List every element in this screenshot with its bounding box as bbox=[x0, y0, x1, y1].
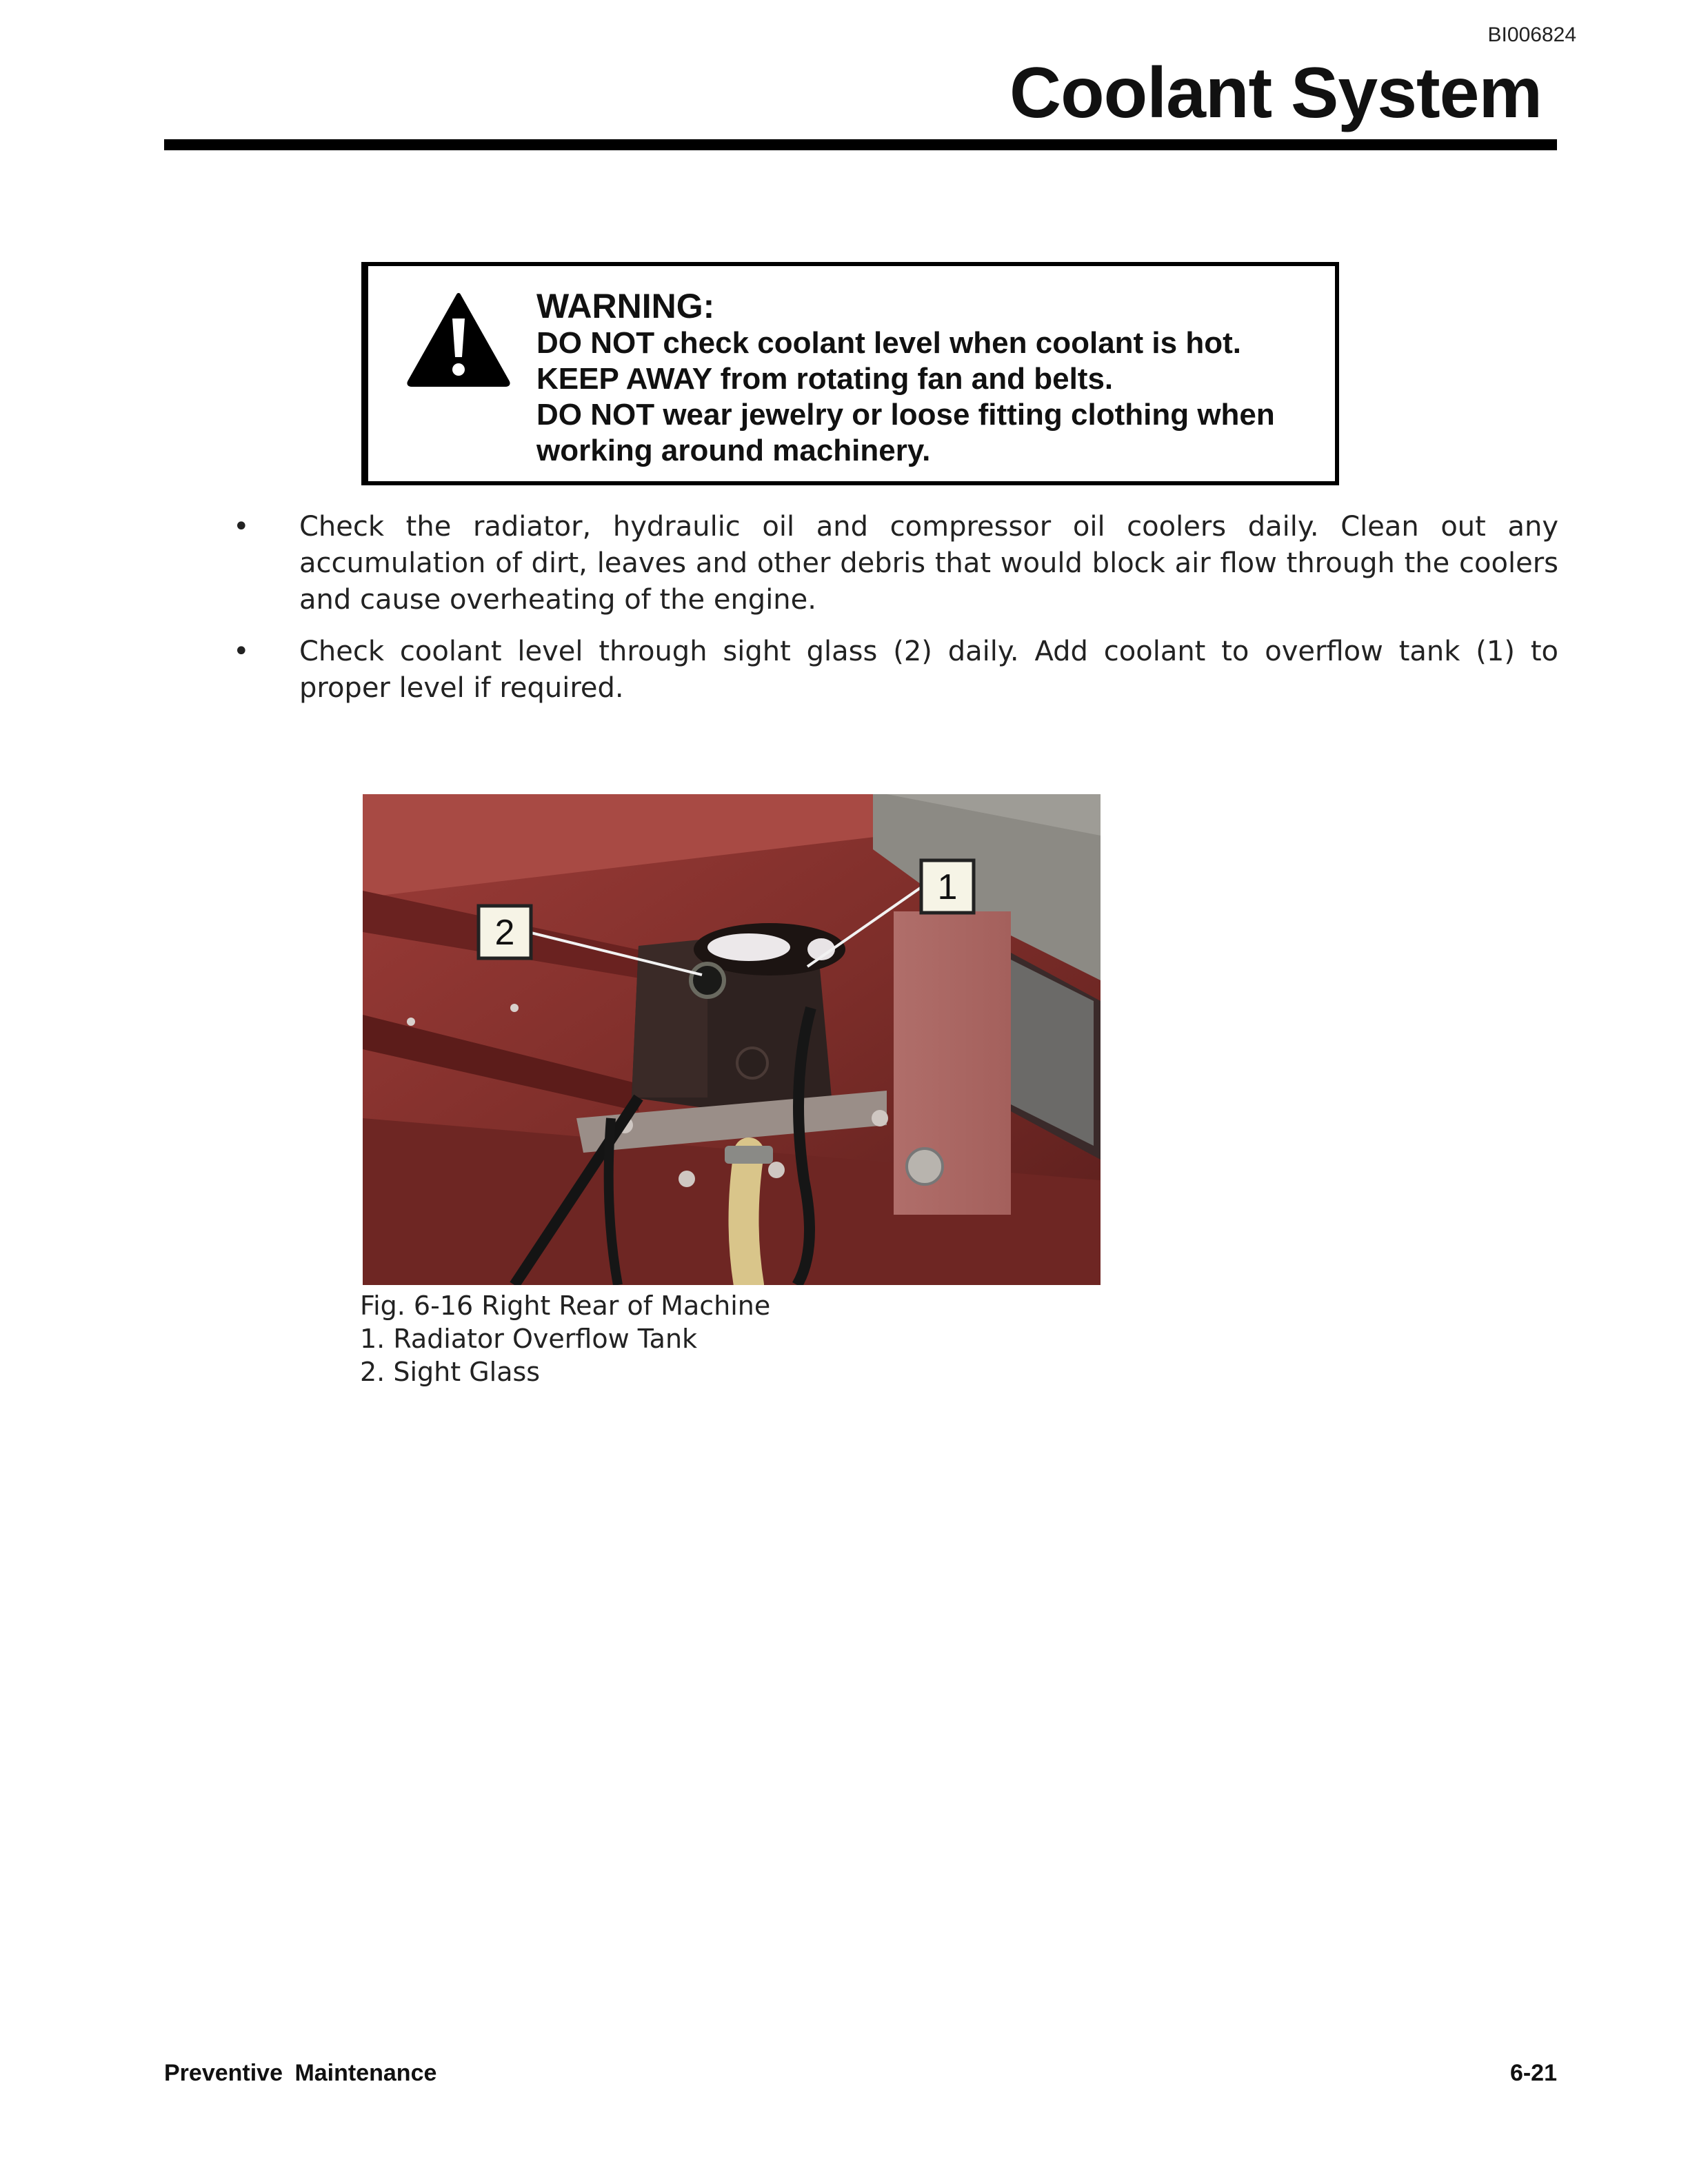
warning-heading: WARNING: bbox=[536, 287, 715, 325]
page-number: 6-21 bbox=[1509, 2060, 1557, 2086]
machine-photo bbox=[363, 794, 1101, 1285]
warning-line: DO NOT wear jewelry or loose fitting clothing when bbox=[536, 398, 1275, 432]
list-item-text: Check the radiator, hydraulic oil and compressor oil coolers daily. Clean out any accumulation of dirt, leaves and other debris that would block air flow through the coolers and cause overheating of the engine. bbox=[299, 511, 1558, 616]
bullet-icon: • bbox=[233, 636, 250, 667]
caption-item: 2. Sight Glass bbox=[360, 1357, 541, 1387]
footer-section: Preventive Maintenance bbox=[164, 2060, 437, 2086]
list-item bbox=[228, 509, 1558, 618]
callout-1 bbox=[921, 860, 974, 913]
list-item-text: Check coolant level through sight glass (2) daily. Add coolant to overflow tank (1) to proper level if required. bbox=[299, 636, 1558, 704]
callout-2-label: 2 bbox=[494, 913, 515, 953]
figure-caption bbox=[360, 1289, 770, 1388]
caption-title: Fig. 6-16 Right Rear of Machine bbox=[360, 1291, 771, 1321]
callout-2 bbox=[479, 906, 531, 958]
warning-line: working around machinery. bbox=[536, 434, 931, 467]
warning-box bbox=[361, 262, 1339, 485]
warning-line: DO NOT check coolant level when coolant is hot. bbox=[536, 326, 1241, 360]
document-id: BI006824 bbox=[1487, 23, 1576, 46]
callout-1-label: 1 bbox=[937, 867, 958, 907]
page-title: Coolant System bbox=[1009, 53, 1542, 133]
warning-line: KEEP AWAY from rotating fan and belts. bbox=[536, 362, 1114, 396]
title-rule bbox=[164, 139, 1557, 150]
instruction-list bbox=[228, 509, 1558, 722]
warning-triangle-icon bbox=[407, 291, 510, 387]
caption-item: 1. Radiator Overflow Tank bbox=[360, 1324, 698, 1354]
bullet-icon: • bbox=[233, 511, 250, 543]
list-item bbox=[228, 634, 1558, 707]
